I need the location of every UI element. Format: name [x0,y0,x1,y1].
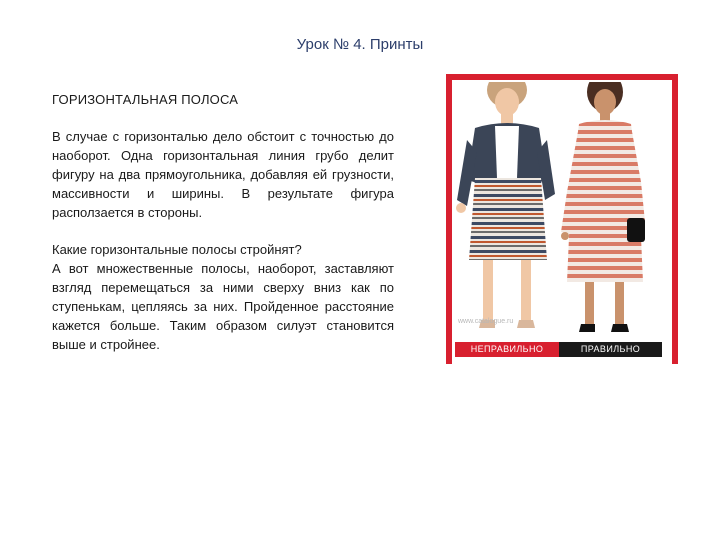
text-column [52,90,394,354]
section-heading: ГОРИЗОНТАЛЬНАЯ ПОЛОСА [52,92,239,107]
left-figure [456,82,555,328]
comparison-illustration [455,82,662,345]
paragraph-horizontal-line: В случае с горизонталью дело обстоит с точностью до наоборот. Одна горизонтальная линия грубо делит фигуру на два прямоугольника, добавляя ей грузности, массивности и ширины. В результате фигура расползается в стороны. [52,129,394,220]
stripes-block [52,240,394,354]
label-right: ПРАВИЛЬНО [559,342,662,357]
right-figure [561,82,645,332]
watermark: www.catalogue.ru [458,318,514,325]
label-wrong: НЕПРАВИЛЬНО [455,342,559,357]
question-text: Какие горизонтальные полосы стройнят? [52,242,302,257]
comparison-photo [455,82,662,345]
slide-title: Урок № 4. Принты [296,36,424,53]
paragraph-multiple-stripes: А вот множественные полосы, наоборот, заставляют взгляд перемещаться за ними сверху вниз как по ступенькам, цепляясь за них. Пройденное расстояние кажется больше. Таким образом силуэт становится выше и стройнее. [52,261,394,352]
